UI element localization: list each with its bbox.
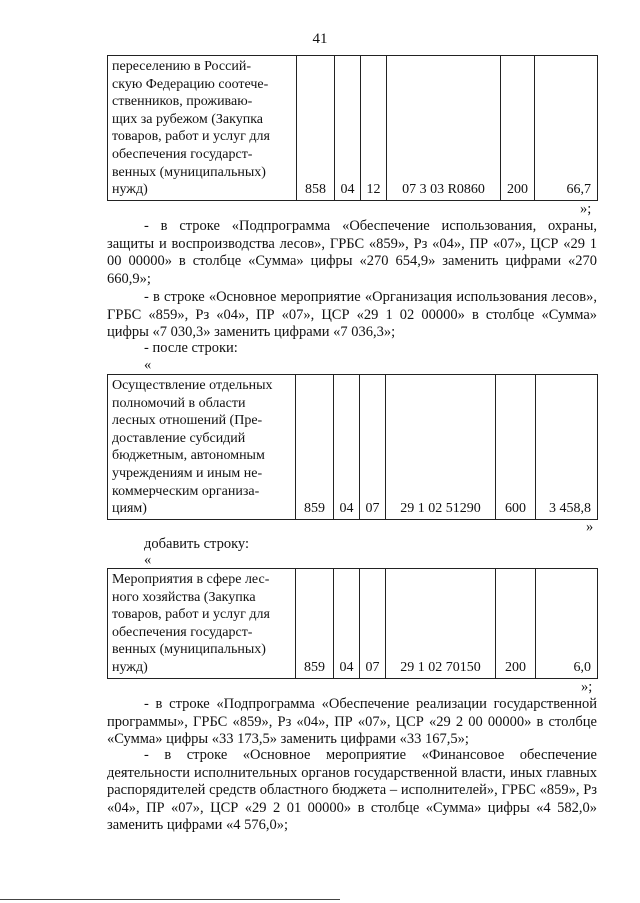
row-name-line: обеспечения государст- (112, 146, 253, 162)
paragraph (107, 289, 597, 342)
paragraph-text: - после строки: (144, 340, 238, 356)
sum-cell: 6,0 (536, 569, 598, 679)
row-name-line: Осуществление отдельных (112, 378, 273, 393)
table-row (108, 56, 598, 201)
table-row (108, 375, 598, 520)
row-name-cell (108, 375, 296, 520)
row-name-line: нужд) (112, 182, 148, 198)
grbs-cell: 858 (297, 56, 335, 201)
csr-cell: 29 1 02 51290 (386, 375, 496, 520)
row-name-line: коммерческим организа- (112, 483, 260, 499)
row-name-line: доставление субсидий (112, 430, 246, 446)
pr-cell: 12 (361, 56, 387, 201)
row-name-line: ственников, проживаю- (112, 94, 253, 110)
paragraph-text: - в строке «Основное мероприятие «Финансовое обеспечение деятельности исполнительных органов государственной власти, иных главных распорядителей средств областного бюджета – исполнителей», ГРБС «859», Рз «04», ПР «07», ЦСР «29 2 01 00000» в столбце «Сумма» цифры «4 582,0» заменить цифрами «4 576,0»; (107, 747, 597, 833)
pr-cell: 07 (360, 569, 386, 679)
budget-row-table-1 (107, 55, 598, 201)
closing-quote: » (586, 519, 594, 535)
row-name-line: полномочий в области (112, 395, 246, 411)
paragraph (107, 340, 597, 358)
sum-cell: 66,7 (535, 56, 598, 201)
closing-quote: »; (580, 201, 592, 217)
rz-cell: 04 (334, 569, 360, 679)
paragraph (107, 218, 597, 288)
rz-cell: 04 (334, 375, 360, 520)
pr-cell: 07 (360, 375, 386, 520)
paragraph-text: добавить строку: (144, 536, 249, 552)
row-name-cell (108, 569, 296, 679)
table-row (108, 569, 598, 679)
row-name-line: учреждениям и иным не- (112, 465, 263, 481)
opening-quote: « (144, 552, 152, 568)
page-number: 41 (312, 31, 328, 47)
row-name-line: венных (муниципальных) (112, 642, 266, 658)
budget-row-table-3 (107, 568, 598, 679)
row-name-line: скую Федерацию соотече- (112, 76, 269, 92)
paragraph (107, 747, 597, 835)
row-name-cell (108, 56, 297, 201)
row-name-line: циям) (112, 501, 147, 517)
row-name-line: товаров, работ и услуг для (112, 607, 270, 623)
csr-cell: 07 3 03 R0860 (387, 56, 501, 201)
paragraph-text: - в строке «Основное мероприятие «Организация использования лесов», ГРБС «859», Рз «04», ПР «07», ЦСР «29 1 02 00000» в столбце «Сумма» цифры «7 030,3» заменить цифрами «7 036,3»; (107, 289, 597, 340)
vr-cell: 200 (501, 56, 535, 201)
row-name-line: обеспечения государст- (112, 624, 253, 640)
vr-cell: 600 (496, 375, 536, 520)
opening-quote: « (144, 357, 152, 373)
row-name-line: ного хозяйства (Закупка (112, 589, 256, 605)
row-name-line: лесных отношений (Пре- (112, 413, 263, 429)
grbs-cell: 859 (296, 375, 334, 520)
closing-quote: »; (581, 679, 593, 695)
rz-cell: 04 (335, 56, 361, 201)
row-name-line: щих за рубежом (Закупка (112, 111, 264, 127)
row-name-line: нужд) (112, 659, 148, 675)
paragraph-text: - в строке «Подпрограмма «Обеспечение реализации государственной программы», ГРБС «859», Рз «04», ПР «07», ЦСР «29 2 00 00000» в столбце «Сумма» цифры «33 173,5» заменить цифрами «33 167,5»; (107, 696, 597, 747)
grbs-cell: 859 (296, 569, 334, 679)
row-name-line: Мероприятия в сфере лес- (112, 572, 270, 587)
paragraph-text: - в строке «Подпрограмма «Обеспечение использования, охраны, защиты и воспроизводства лесов», ГРБС «859», Рз «04», ПР «07», ЦСР «29 1 00 00000» в столбце «Сумма» цифры «270 654,9» заменить цифрами «270 660,9»; (107, 218, 597, 287)
budget-row-table-2 (107, 374, 598, 520)
row-name-line: переселению в Россий- (112, 59, 251, 74)
paragraph (107, 696, 597, 749)
row-name-line: товаров, работ и услуг для (112, 129, 270, 145)
page-bottom-divider (0, 899, 340, 900)
sum-cell: 3 458,8 (536, 375, 598, 520)
csr-cell: 29 1 02 70150 (386, 569, 496, 679)
row-name-line: бюджетным, автономным (112, 448, 265, 464)
paragraph (107, 536, 597, 554)
vr-cell: 200 (496, 569, 536, 679)
row-name-line: венных (муниципальных) (112, 164, 266, 180)
